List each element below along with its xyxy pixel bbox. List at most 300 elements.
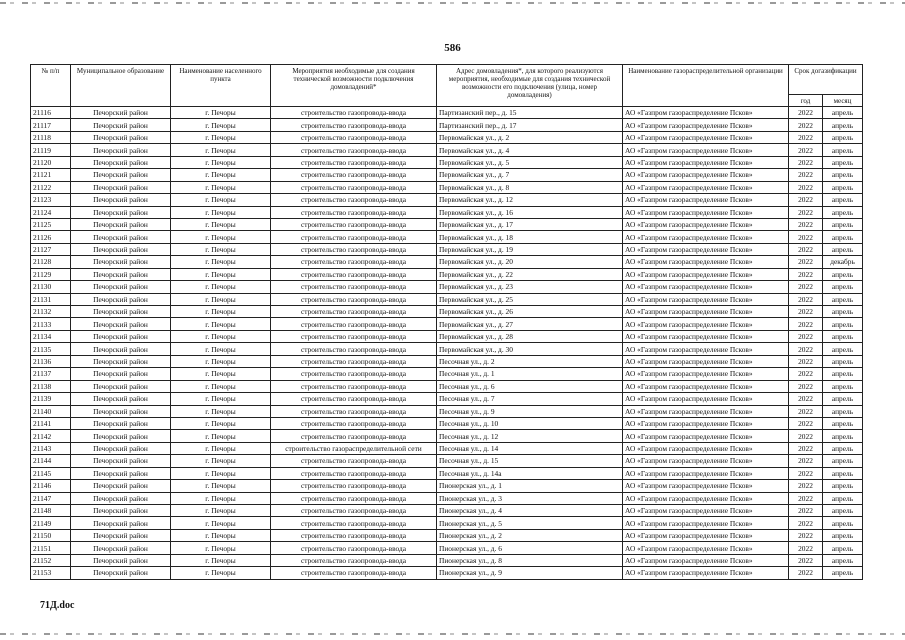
cell-locality: г. Печоры [171, 368, 271, 380]
cell-number: 21118 [31, 131, 71, 143]
cell-district: Печорский район [71, 417, 171, 429]
cell-locality: г. Печоры [171, 243, 271, 255]
cell-number: 21127 [31, 243, 71, 255]
cell-work: строительство газопровода-ввода [271, 467, 437, 479]
cell-year: 2022 [789, 119, 823, 131]
cell-district: Печорский район [71, 368, 171, 380]
cell-number: 21139 [31, 393, 71, 405]
table-row [31, 268, 863, 280]
cell-locality: г. Печоры [171, 529, 271, 541]
cell-district: Печорский район [71, 405, 171, 417]
header-month: месяц [823, 95, 863, 107]
page-number: 586 [444, 42, 461, 54]
cell-district: Печорский район [71, 131, 171, 143]
cell-number: 21145 [31, 467, 71, 479]
table-row [31, 529, 863, 541]
cell-organization: АО «Газпром газораспределение Псков» [623, 355, 789, 367]
cell-month: апрель [823, 467, 863, 479]
cell-address: Первомайская ул., д. 17 [437, 218, 623, 230]
table-row [31, 430, 863, 442]
cell-number: 21144 [31, 455, 71, 467]
cell-number: 21142 [31, 430, 71, 442]
table-row [31, 467, 863, 479]
cell-month: апрель [823, 393, 863, 405]
cell-number: 21122 [31, 181, 71, 193]
cell-locality: г. Печоры [171, 181, 271, 193]
cell-organization: АО «Газпром газораспределение Псков» [623, 529, 789, 541]
cell-month: апрель [823, 442, 863, 454]
cell-address: Первомайская ул., д. 8 [437, 181, 623, 193]
header-address: Адрес домовладения*, для которого реализуются мероприятия, необходимые для создания технической возможности его подключения (улица, номер домовладения) [437, 65, 623, 107]
cell-month: апрель [823, 206, 863, 218]
table-row [31, 542, 863, 554]
cell-district: Печорский район [71, 119, 171, 131]
cell-locality: г. Печоры [171, 417, 271, 429]
cell-work: строительство газопровода-ввода [271, 306, 437, 318]
cell-organization: АО «Газпром газораспределение Псков» [623, 343, 789, 355]
cell-organization: АО «Газпром газораспределение Псков» [623, 169, 789, 181]
cell-month: апрель [823, 480, 863, 492]
cell-work: строительство газопровода-ввода [271, 156, 437, 168]
table-row [31, 393, 863, 405]
cell-organization: АО «Газпром газораспределение Псков» [623, 243, 789, 255]
cell-organization: АО «Газпром газораспределение Псков» [623, 380, 789, 392]
cell-locality: г. Печоры [171, 355, 271, 367]
cell-work: строительство газопровода-ввода [271, 144, 437, 156]
cell-organization: АО «Газпром газораспределение Псков» [623, 567, 789, 579]
cell-organization: АО «Газпром газораспределение Псков» [623, 293, 789, 305]
cell-organization: АО «Газпром газораспределение Псков» [623, 405, 789, 417]
cell-locality: г. Печоры [171, 343, 271, 355]
cell-work: строительство газопровода-ввода [271, 393, 437, 405]
cell-locality: г. Печоры [171, 567, 271, 579]
cell-organization: АО «Газпром газораспределение Псков» [623, 107, 789, 119]
table-row [31, 156, 863, 168]
cell-address: Первомайская ул., д. 22 [437, 268, 623, 280]
cell-year: 2022 [789, 542, 823, 554]
cell-work: строительство газопровода-ввода [271, 293, 437, 305]
cell-locality: г. Печоры [171, 480, 271, 492]
cell-address: Партизанский пер., д. 15 [437, 107, 623, 119]
cell-district: Печорский район [71, 144, 171, 156]
header-district: Муниципальное образование [71, 65, 171, 107]
cell-year: 2022 [789, 169, 823, 181]
cell-year: 2022 [789, 405, 823, 417]
cell-district: Печорский район [71, 380, 171, 392]
cell-number: 21121 [31, 169, 71, 181]
cell-number: 21132 [31, 306, 71, 318]
cell-address: Пионерская ул., д. 8 [437, 554, 623, 566]
cell-work: строительство газопровода-ввода [271, 131, 437, 143]
cell-district: Печорский район [71, 567, 171, 579]
cell-locality: г. Печоры [171, 554, 271, 566]
cell-locality: г. Печоры [171, 442, 271, 454]
cell-month: апрель [823, 169, 863, 181]
cell-work: строительство газопровода-ввода [271, 405, 437, 417]
cell-month: апрель [823, 218, 863, 230]
cell-locality: г. Печоры [171, 218, 271, 230]
cell-district: Печорский район [71, 293, 171, 305]
cell-locality: г. Печоры [171, 144, 271, 156]
cell-work: строительство газопровода-ввода [271, 231, 437, 243]
cell-organization: АО «Газпром газораспределение Псков» [623, 306, 789, 318]
header-deadline: Срок догазификации [789, 65, 863, 95]
cell-work: строительство газопровода-ввода [271, 430, 437, 442]
cell-number: 21143 [31, 442, 71, 454]
cell-year: 2022 [789, 131, 823, 143]
cell-address: Пионерская ул., д. 6 [437, 542, 623, 554]
cell-locality: г. Печоры [171, 156, 271, 168]
cell-address: Первомайская ул., д. 16 [437, 206, 623, 218]
cell-organization: АО «Газпром газораспределение Псков» [623, 119, 789, 131]
cell-address: Песочная ул., д. 12 [437, 430, 623, 442]
cell-district: Печорский район [71, 505, 171, 517]
cell-address: Песочная ул., д. 15 [437, 455, 623, 467]
cell-year: 2022 [789, 467, 823, 479]
cell-number: 21128 [31, 256, 71, 268]
table-row [31, 206, 863, 218]
table-row [31, 480, 863, 492]
cell-locality: г. Печоры [171, 107, 271, 119]
cell-work: строительство газопровода-ввода [271, 567, 437, 579]
cell-month: апрель [823, 293, 863, 305]
cell-number: 21126 [31, 231, 71, 243]
header-num: № п/п [31, 65, 71, 107]
cell-number: 21140 [31, 405, 71, 417]
cell-locality: г. Печоры [171, 131, 271, 143]
cell-organization: АО «Газпром газораспределение Псков» [623, 268, 789, 280]
cell-year: 2022 [789, 268, 823, 280]
cell-address: Пионерская ул., д. 3 [437, 492, 623, 504]
cell-organization: АО «Газпром газораспределение Псков» [623, 256, 789, 268]
table-header [31, 65, 863, 107]
table-row [31, 119, 863, 131]
cell-work: строительство газопровода-ввода [271, 492, 437, 504]
table-row [31, 492, 863, 504]
cell-year: 2022 [789, 206, 823, 218]
table-row [31, 281, 863, 293]
cell-work: строительство газопровода-ввода [271, 206, 437, 218]
cell-month: апрель [823, 455, 863, 467]
cell-number: 21124 [31, 206, 71, 218]
cell-district: Печорский район [71, 243, 171, 255]
cell-work: строительство газопровода-ввода [271, 107, 437, 119]
cell-district: Печорский район [71, 218, 171, 230]
cell-year: 2022 [789, 455, 823, 467]
cell-year: 2022 [789, 281, 823, 293]
cell-number: 21150 [31, 529, 71, 541]
table-row [31, 567, 863, 579]
cell-address: Первомайская ул., д. 20 [437, 256, 623, 268]
cell-district: Печорский район [71, 268, 171, 280]
cell-locality: г. Печоры [171, 405, 271, 417]
cell-number: 21137 [31, 368, 71, 380]
cell-number: 21123 [31, 194, 71, 206]
cell-address: Первомайская ул., д. 12 [437, 194, 623, 206]
cell-organization: АО «Газпром газораспределение Псков» [623, 206, 789, 218]
cell-organization: АО «Газпром газораспределение Псков» [623, 554, 789, 566]
cell-address: Песочная ул., д. 10 [437, 417, 623, 429]
cell-district: Печорский район [71, 542, 171, 554]
cell-month: апрель [823, 131, 863, 143]
cell-month: апрель [823, 567, 863, 579]
cell-address: Первомайская ул., д. 27 [437, 318, 623, 330]
cell-year: 2022 [789, 343, 823, 355]
cell-month: апрель [823, 107, 863, 119]
cell-year: 2022 [789, 380, 823, 392]
cell-locality: г. Печоры [171, 380, 271, 392]
cell-work: строительство газопровода-ввода [271, 529, 437, 541]
cell-year: 2022 [789, 368, 823, 380]
cell-organization: АО «Газпром газораспределение Псков» [623, 455, 789, 467]
cell-month: апрель [823, 330, 863, 342]
cell-work: строительство газопровода-ввода [271, 355, 437, 367]
cell-work: строительство газопровода-ввода [271, 554, 437, 566]
cell-address: Первомайская ул., д. 19 [437, 243, 623, 255]
cell-address: Песочная ул., д. 7 [437, 393, 623, 405]
cell-district: Печорский район [71, 306, 171, 318]
cell-locality: г. Печоры [171, 505, 271, 517]
table-body [31, 107, 863, 580]
cell-year: 2022 [789, 231, 823, 243]
cell-year: 2022 [789, 256, 823, 268]
cell-number: 21152 [31, 554, 71, 566]
cell-work: строительство газопровода-ввода [271, 380, 437, 392]
cell-address: Пионерская ул., д. 9 [437, 567, 623, 579]
cell-work: строительство газопровода-ввода [271, 218, 437, 230]
cell-number: 21116 [31, 107, 71, 119]
cell-number: 21117 [31, 119, 71, 131]
cell-organization: АО «Газпром газораспределение Псков» [623, 492, 789, 504]
cell-year: 2022 [789, 442, 823, 454]
table-row [31, 405, 863, 417]
table-row [31, 554, 863, 566]
cell-month: апрель [823, 181, 863, 193]
header-work: Мероприятия необходимые для создания технической возможности подключения домовладений* [271, 65, 437, 107]
cell-district: Печорский район [71, 156, 171, 168]
cell-organization: АО «Газпром газораспределение Псков» [623, 393, 789, 405]
cell-locality: г. Печоры [171, 517, 271, 529]
cell-month: апрель [823, 505, 863, 517]
cell-locality: г. Печоры [171, 430, 271, 442]
cell-number: 21120 [31, 156, 71, 168]
cell-year: 2022 [789, 417, 823, 429]
cell-organization: АО «Газпром газораспределение Псков» [623, 517, 789, 529]
cell-number: 21153 [31, 567, 71, 579]
cell-locality: г. Печоры [171, 231, 271, 243]
cell-year: 2022 [789, 529, 823, 541]
gasification-table [30, 64, 863, 580]
cell-work: строительство газопровода-ввода [271, 256, 437, 268]
cell-organization: АО «Газпром газораспределение Псков» [623, 417, 789, 429]
table-row [31, 330, 863, 342]
cell-year: 2022 [789, 430, 823, 442]
table-row [31, 355, 863, 367]
cell-district: Печорский район [71, 442, 171, 454]
table-row [31, 380, 863, 392]
cell-district: Печорский район [71, 194, 171, 206]
cell-work: строительство газопровода-ввода [271, 542, 437, 554]
cell-number: 21138 [31, 380, 71, 392]
cell-organization: АО «Газпром газораспределение Псков» [623, 131, 789, 143]
cell-district: Печорский район [71, 430, 171, 442]
table-row [31, 107, 863, 119]
cell-work: строительство газопровода-ввода [271, 343, 437, 355]
cell-year: 2022 [789, 181, 823, 193]
cell-number: 21125 [31, 218, 71, 230]
cell-month: апрель [823, 554, 863, 566]
cell-organization: АО «Газпром газораспределение Псков» [623, 368, 789, 380]
table-row [31, 243, 863, 255]
table-row [31, 455, 863, 467]
cell-year: 2022 [789, 194, 823, 206]
cell-district: Печорский район [71, 480, 171, 492]
table-row [31, 181, 863, 193]
cell-district: Печорский район [71, 393, 171, 405]
scan-edge-top [0, 2, 905, 4]
cell-organization: АО «Газпром газораспределение Псков» [623, 194, 789, 206]
cell-locality: г. Печоры [171, 119, 271, 131]
cell-district: Печорский район [71, 492, 171, 504]
cell-month: апрель [823, 231, 863, 243]
cell-organization: АО «Газпром газораспределение Псков» [623, 442, 789, 454]
cell-locality: г. Печоры [171, 194, 271, 206]
cell-address: Первомайская ул., д. 18 [437, 231, 623, 243]
table-row [31, 144, 863, 156]
cell-month: апрель [823, 243, 863, 255]
cell-month: апрель [823, 306, 863, 318]
cell-address: Первомайская ул., д. 4 [437, 144, 623, 156]
cell-locality: г. Печоры [171, 169, 271, 181]
cell-locality: г. Печоры [171, 318, 271, 330]
cell-work: строительство газопровода-ввода [271, 318, 437, 330]
cell-district: Печорский район [71, 355, 171, 367]
cell-address: Первомайская ул., д. 2 [437, 131, 623, 143]
cell-address: Песочная ул., д. 6 [437, 380, 623, 392]
cell-work: строительство газопровода-ввода [271, 368, 437, 380]
cell-month: апрель [823, 405, 863, 417]
cell-address: Партизанский пер., д. 17 [437, 119, 623, 131]
cell-address: Пионерская ул., д. 1 [437, 480, 623, 492]
cell-work: строительство газопровода-ввода [271, 480, 437, 492]
cell-year: 2022 [789, 567, 823, 579]
cell-address: Песочная ул., д. 9 [437, 405, 623, 417]
cell-locality: г. Печоры [171, 293, 271, 305]
cell-year: 2022 [789, 505, 823, 517]
cell-work: строительство газопровода-ввода [271, 169, 437, 181]
table-row [31, 318, 863, 330]
table-row [31, 218, 863, 230]
cell-work: строительство газопровода-ввода [271, 268, 437, 280]
cell-locality: г. Печоры [171, 492, 271, 504]
cell-work: строительство газопровода-ввода [271, 243, 437, 255]
cell-month: апрель [823, 144, 863, 156]
cell-address: Первомайская ул., д. 26 [437, 306, 623, 318]
cell-year: 2022 [789, 480, 823, 492]
cell-district: Печорский район [71, 107, 171, 119]
cell-number: 21151 [31, 542, 71, 554]
cell-number: 21133 [31, 318, 71, 330]
cell-year: 2022 [789, 492, 823, 504]
cell-locality: г. Печоры [171, 268, 271, 280]
cell-month: апрель [823, 343, 863, 355]
cell-month: апрель [823, 529, 863, 541]
cell-month: апрель [823, 542, 863, 554]
cell-organization: АО «Газпром газораспределение Псков» [623, 330, 789, 342]
cell-organization: АО «Газпром газораспределение Псков» [623, 430, 789, 442]
cell-locality: г. Печоры [171, 256, 271, 268]
cell-year: 2022 [789, 355, 823, 367]
cell-locality: г. Печоры [171, 467, 271, 479]
cell-year: 2022 [789, 144, 823, 156]
file-name-footer: 71Д.doc [40, 600, 75, 611]
cell-address: Песочная ул., д. 14 [437, 442, 623, 454]
cell-organization: АО «Газпром газораспределение Псков» [623, 480, 789, 492]
cell-district: Печорский район [71, 330, 171, 342]
cell-number: 21147 [31, 492, 71, 504]
cell-number: 21131 [31, 293, 71, 305]
table-row [31, 368, 863, 380]
cell-district: Печорский район [71, 281, 171, 293]
cell-number: 21129 [31, 268, 71, 280]
cell-work: строительство газопровода-ввода [271, 181, 437, 193]
header-org: Наименование газораспределительной организации [623, 65, 789, 107]
cell-district: Печорский район [71, 169, 171, 181]
cell-district: Печорский район [71, 318, 171, 330]
table-row [31, 293, 863, 305]
cell-year: 2022 [789, 156, 823, 168]
cell-work: строительство газопровода-ввода [271, 455, 437, 467]
cell-work: строительство газораспределительной сети [271, 442, 437, 454]
cell-address: Песочная ул., д. 14а [437, 467, 623, 479]
cell-year: 2022 [789, 243, 823, 255]
cell-district: Печорский район [71, 529, 171, 541]
table-row [31, 517, 863, 529]
cell-district: Печорский район [71, 455, 171, 467]
cell-month: апрель [823, 417, 863, 429]
cell-number: 21146 [31, 480, 71, 492]
cell-number: 21130 [31, 281, 71, 293]
cell-organization: АО «Газпром газораспределение Псков» [623, 281, 789, 293]
cell-locality: г. Печоры [171, 306, 271, 318]
cell-locality: г. Печоры [171, 206, 271, 218]
table-row [31, 131, 863, 143]
cell-month: апрель [823, 517, 863, 529]
cell-work: строительство газопровода-ввода [271, 194, 437, 206]
cell-district: Печорский район [71, 231, 171, 243]
table-row [31, 256, 863, 268]
table-row [31, 194, 863, 206]
cell-address: Пионерская ул., д. 2 [437, 529, 623, 541]
cell-month: апрель [823, 194, 863, 206]
cell-organization: АО «Газпром газораспределение Псков» [623, 505, 789, 517]
cell-locality: г. Печоры [171, 393, 271, 405]
cell-year: 2022 [789, 318, 823, 330]
cell-number: 21136 [31, 355, 71, 367]
table-row [31, 231, 863, 243]
cell-organization: АО «Газпром газораспределение Псков» [623, 542, 789, 554]
cell-address: Песочная ул., д. 1 [437, 368, 623, 380]
cell-number: 21119 [31, 144, 71, 156]
cell-work: строительство газопровода-ввода [271, 119, 437, 131]
table-row [31, 343, 863, 355]
cell-district: Печорский район [71, 517, 171, 529]
cell-year: 2022 [789, 293, 823, 305]
cell-number: 21135 [31, 343, 71, 355]
cell-organization: АО «Газпром газораспределение Псков» [623, 231, 789, 243]
cell-month: апрель [823, 156, 863, 168]
cell-locality: г. Печоры [171, 330, 271, 342]
